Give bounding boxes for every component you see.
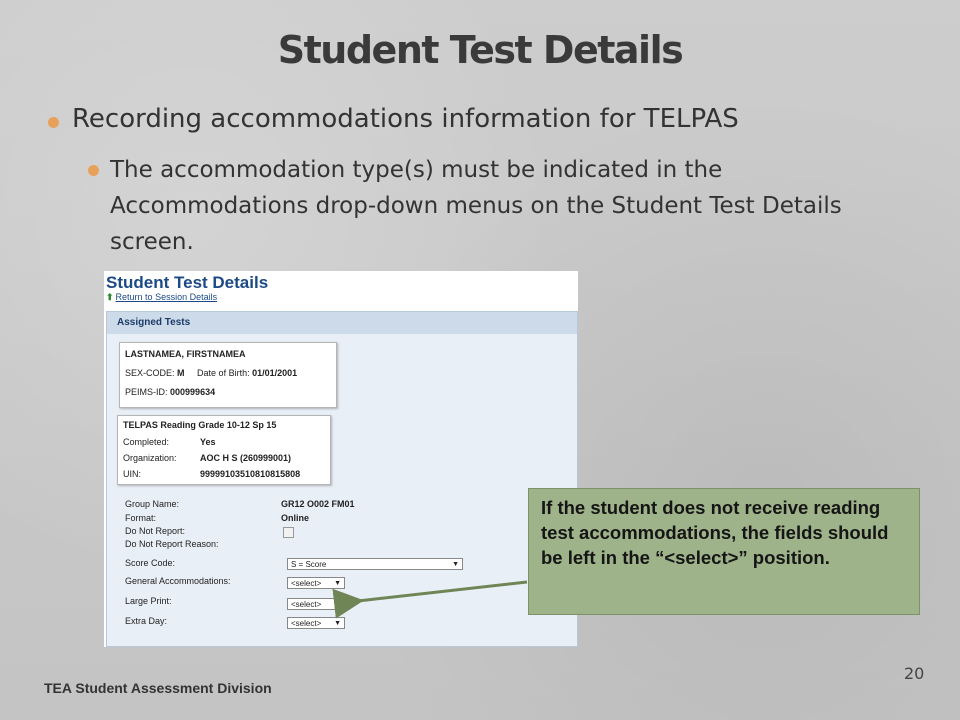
callout-box: If the student does not receive reading test accommodations, the fields should be left in the “<select>” position. [528,488,920,615]
return-link-label[interactable]: Return to Session Details [115,292,218,302]
uin-label: UIN: [123,469,141,479]
score-code-value: S = Score [291,560,327,569]
format-value: Online [281,513,310,523]
extra-day-label: Extra Day: [125,616,168,626]
dob-value: 01/01/2001 [252,368,298,378]
screen-title: Student Test Details [106,273,269,292]
panel-header: Assigned Tests [107,312,577,334]
dropdown-caret-icon: ▼ [334,580,341,587]
large-print-label: Large Print: [125,596,172,606]
organization-label: Organization: [123,453,177,463]
dropdown-caret-icon: ▼ [452,561,459,568]
uin-value: 999991035108108158​08 [200,469,301,479]
dropdown-caret-icon: ▼ [334,620,341,627]
large-print-value: <select> [291,600,322,609]
organization-value: AOC H S (260999001) [200,453,292,463]
student-name: LASTNAMEA, FIRSTNAMEA [125,349,246,359]
footer-division: TEA Student Assessment Division [44,680,272,696]
extra-day-value: <select> [291,619,322,628]
dropdown-caret-icon: ▼ [334,601,341,608]
do-not-report-reason-label: Do Not Report Reason: [125,539,219,549]
bullet-level2-text: The accommodation type(s) must be indicated in the Accommodations drop-down menus on the Student Test Details screen. [110,157,842,255]
bullet-level1-text: Recording accommodations information for TELPAS [72,104,739,134]
do-not-report-label: Do Not Report: [125,526,186,536]
arrow-line [358,582,527,601]
format-label: Format: [125,513,157,523]
general-accommodations-label: General Accommodations: [125,576,231,586]
test-name: TELPAS Reading Grade 10-12 Sp 15 [123,420,277,430]
group-name-label: Group Name: [125,499,180,509]
page-number: 20 [904,664,925,683]
peims-label: PEIMS-ID: [125,387,168,397]
general-accommodations-value: <select> [291,579,322,588]
slide-title: Student Test Details [277,28,683,72]
sex-label: SEX-CODE: [125,368,175,378]
sex-value: M [177,368,185,378]
group-name-value: GR12 O002 FM01 [281,499,355,509]
completed-value: Yes [200,437,216,447]
score-code-label: Score Code: [125,558,176,568]
peims-value: 000999634 [170,387,216,397]
up-arrow-icon: ⬆ [106,292,114,302]
dob-label: Date of Birth: [197,368,250,378]
completed-label: Completed: [123,437,170,447]
